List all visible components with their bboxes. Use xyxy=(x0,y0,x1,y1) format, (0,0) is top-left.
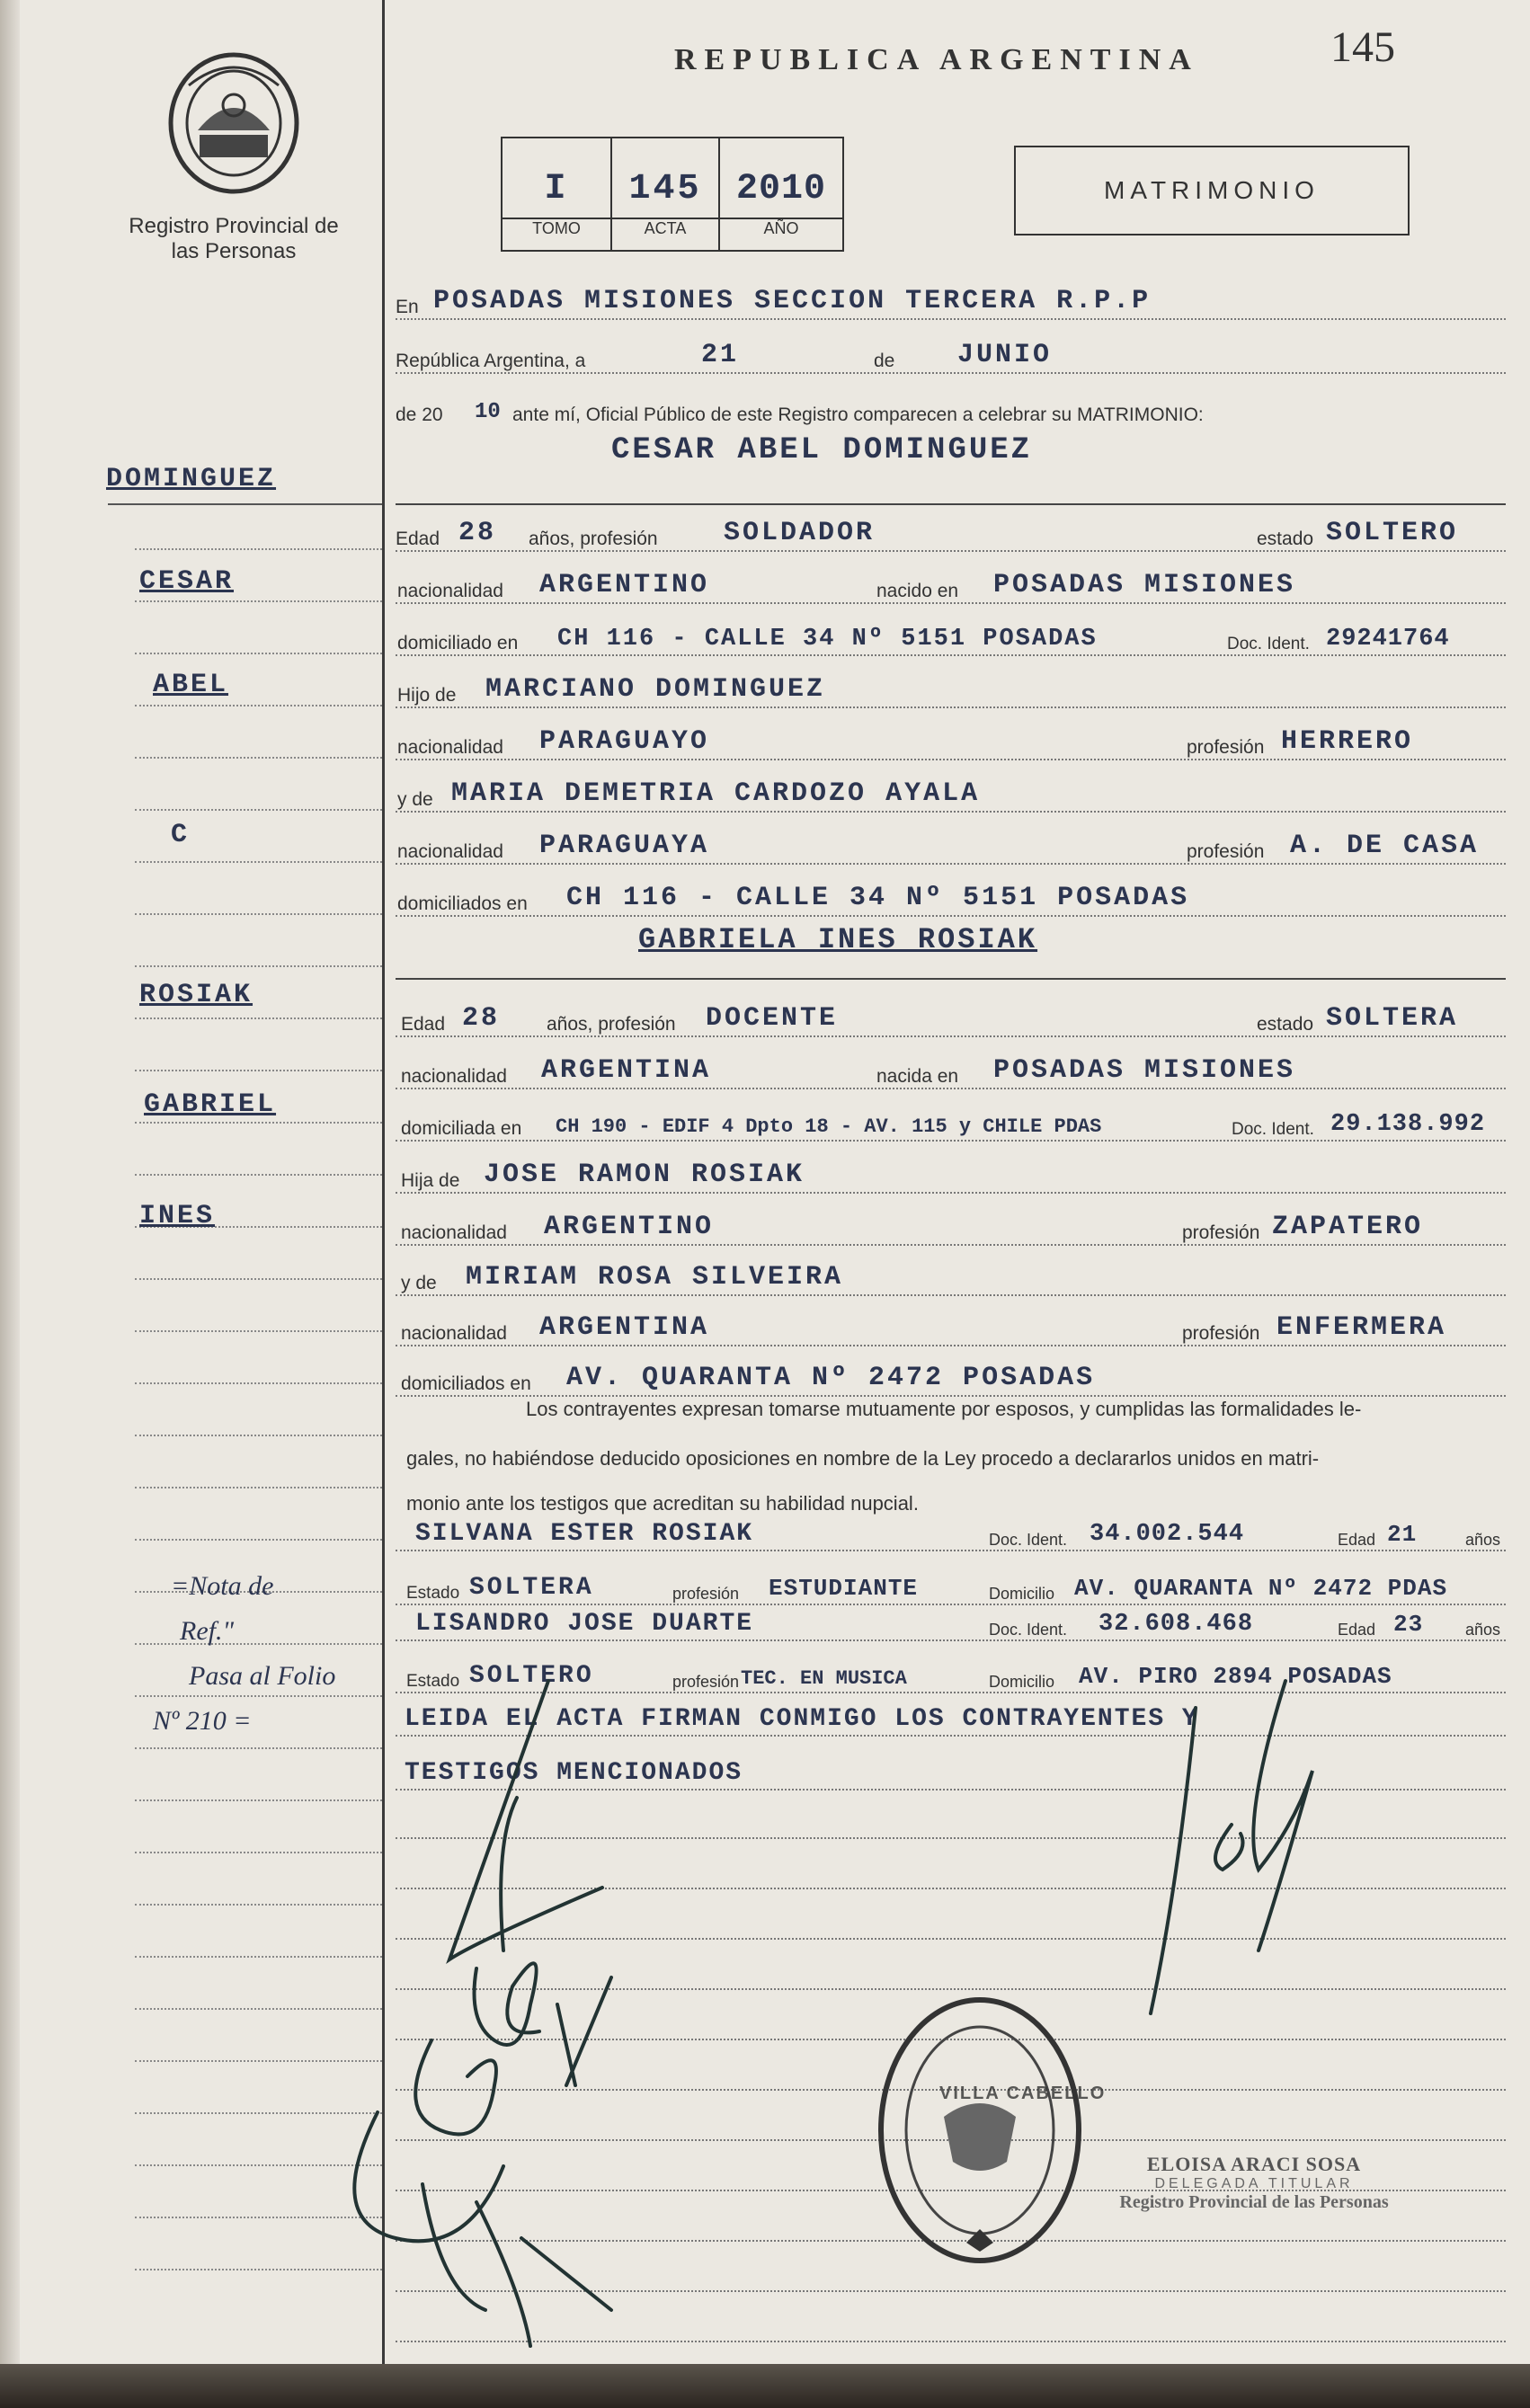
groom-nationality-line: nacionalidad ARGENTINO nacido en POSADAS MISIONES xyxy=(396,572,1506,604)
bride-age-line: Edad 28 años, profesión DOCENTE estado SOLTERA xyxy=(396,1005,1506,1037)
groom-birthplace: POSADAS MISIONES xyxy=(993,570,1296,600)
witness-2-age: 23 xyxy=(1393,1611,1424,1638)
groom-mother: MARIA DEMETRIA CARDOZO AYALA xyxy=(451,778,981,809)
witness-2-address: AV. PIRO 2894 POSADAS xyxy=(1079,1663,1392,1690)
groom-father-nat-line: nacionalidad PARAGUAYO profesión HERRERO xyxy=(396,728,1506,760)
book-binding xyxy=(0,0,20,2408)
witness-2-status: SOLTERO xyxy=(469,1662,594,1690)
witness-2-details-line: Estado SOLTERO profesión TEC. EN MUSICA Domicilio AV. PIRO 2894 POSADAS xyxy=(396,1661,1506,1693)
groom-mother-line: y de MARIA DEMETRIA CARDOZO AYALA xyxy=(396,780,1506,813)
province-seal-icon xyxy=(162,49,306,198)
margin-note: =Nota de Ref." Pasa al Folio Nº 210 = xyxy=(153,1571,336,1736)
groom-father-line: Hijo de MARCIANO DOMINGUEZ xyxy=(396,676,1506,708)
groom-age: 28 xyxy=(458,518,497,548)
groom-father-profession: HERRERO xyxy=(1281,726,1414,757)
closing-text-1: LEIDA EL ACTA FIRMAN CONMIGO LOS CONTRAYENTES Y xyxy=(405,1705,1199,1733)
bride-father-nat-line: nacionalidad ARGENTINO profesión ZAPATERO xyxy=(396,1213,1506,1246)
acta-value: 145 xyxy=(628,169,702,209)
bride-nationality-line: nacionalidad ARGENTINA nacida en POSADAS MISIONES xyxy=(396,1057,1506,1089)
date-line: República Argentina, a 21 de JUNIO xyxy=(396,342,1506,374)
margin-name-3: GABRIEL xyxy=(144,1089,277,1120)
place-value: POSADAS MISIONES SECCION TERCERA R.P.P xyxy=(433,286,1152,316)
witness-2-line: LISANDRO JOSE DUARTE Doc. Ident. 32.608.468 Edad 23 años xyxy=(396,1609,1506,1641)
bride-name: GABRIELA INES ROSIAK xyxy=(638,923,1038,956)
margin-name-2: ABEL xyxy=(153,670,229,700)
record-box xyxy=(501,137,844,252)
bride-address: CH 190 - EDIF 4 Dpto 18 - AV. 115 y CHILE PDAS xyxy=(556,1115,1102,1138)
month-value: JUNIO xyxy=(957,340,1053,370)
record-type: MATRIMONIO xyxy=(1014,146,1410,235)
bride-parents-address-line: domiciliados en AV. QUARANTA Nº 2472 POSADAS xyxy=(396,1364,1506,1397)
acta-label: ACTA xyxy=(644,219,687,237)
margin-initial: C xyxy=(171,820,191,850)
bride-mother-profession: ENFERMERA xyxy=(1276,1312,1447,1343)
witness-1-status: SOLTERA xyxy=(469,1574,594,1602)
margin-name-1: CESAR xyxy=(139,566,235,597)
groom-name: CESAR ABEL DOMINGUEZ xyxy=(611,433,1033,467)
margin-name-4: INES xyxy=(139,1201,216,1231)
margin-surname-bride: ROSIAK xyxy=(139,980,254,1010)
groom-status: SOLTERO xyxy=(1326,518,1459,548)
groom-name-line xyxy=(396,433,1506,471)
witness-1-line: SILVANA ESTER ROSIAK Doc. Ident. 34.002.544 Edad 21 años xyxy=(396,1519,1506,1551)
year-line: de 20 10 ante mí, Oficial Público de este Registro comparecen a celebrar su MATRIMONIO: xyxy=(396,400,1204,425)
bride-parents-address: AV. QUARANTA Nº 2472 POSADAS xyxy=(566,1363,1096,1393)
delegation-stamp-icon xyxy=(872,1991,1088,2270)
official-stamp xyxy=(1106,2153,1402,2213)
witness-1-name: SILVANA ESTER ROSIAK xyxy=(415,1520,754,1548)
legal-text-2: gales, no habiéndose deducido oposiciones en nombre de la Ley procedo a declararlos unidos en matri- xyxy=(406,1447,1320,1470)
margin-surname-groom: DOMINGUEZ xyxy=(106,464,277,494)
bride-father-nationality: ARGENTINO xyxy=(544,1212,715,1242)
groom-mother-nationality: PARAGUAYA xyxy=(539,831,710,861)
groom-address-line: domiciliado en CH 116 - CALLE 34 Nº 5151 POSADAS Doc. Ident. 29241764 xyxy=(396,624,1506,656)
groom-profession: SOLDADOR xyxy=(724,518,876,548)
bride-mother-nat-line: nacionalidad ARGENTINA profesión ENFERMERA xyxy=(396,1314,1506,1346)
groom-father: MARCIANO DOMINGUEZ xyxy=(485,674,826,705)
groom-address: CH 116 - CALLE 34 Nº 5151 POSADAS xyxy=(557,626,1098,653)
groom-father-nationality: PARAGUAYO xyxy=(539,726,710,757)
bride-father-profession: ZAPATERO xyxy=(1272,1212,1424,1242)
witness-1-profession: ESTUDIANTE xyxy=(769,1575,919,1602)
day-value: 21 xyxy=(701,340,740,370)
bride-status: SOLTERA xyxy=(1326,1003,1459,1034)
stamp-center-text: VILLA CABELLO xyxy=(939,2084,1107,2103)
country-title: REPUBLICA ARGENTINA xyxy=(674,43,1199,76)
bride-father: JOSE RAMON ROSIAK xyxy=(484,1160,805,1190)
bride-nationality: ARGENTINA xyxy=(541,1055,712,1086)
witness-1-age: 21 xyxy=(1387,1521,1418,1548)
bride-father-line: Hija de JOSE RAMON ROSIAK xyxy=(396,1161,1506,1194)
registry-name: Registro Provincial de las Personas xyxy=(129,214,339,263)
groom-parents-address: CH 116 - CALLE 34 Nº 5151 POSADAS xyxy=(566,883,1190,913)
official-office: Registro Provincial de las Personas xyxy=(1119,2192,1389,2212)
anio-label: AÑO xyxy=(763,219,799,237)
official-name: ELOISA ARACI SOSA xyxy=(1146,2153,1362,2175)
official-title: DELEGADA TITULAR xyxy=(1154,2176,1354,2191)
legal-text-3: monio ante los testigos que acreditan su habilidad nupcial. xyxy=(406,1492,919,1515)
place-line: En POSADAS MISIONES SECCION TERCERA R.P.P xyxy=(396,288,1506,320)
groom-nationality: ARGENTINO xyxy=(539,570,710,600)
anio-value: 2010 xyxy=(735,169,826,209)
bride-mother: MIRIAM ROSA SILVEIRA xyxy=(466,1262,844,1293)
bride-doc: 29.138.992 xyxy=(1330,1111,1486,1138)
bride-name-line xyxy=(396,923,1506,960)
bride-mother-line: y de MIRIAM ROSA SILVEIRA xyxy=(396,1264,1506,1296)
legal-text-1: Los contrayentes expresan tomarse mutuamente por esposos, y cumplidas las formalidades le- xyxy=(526,1398,1362,1420)
bride-birthplace: POSADAS MISIONES xyxy=(993,1055,1296,1086)
groom-parents-address-line: domiciliados en CH 116 - CALLE 34 Nº 5151 POSADAS xyxy=(396,884,1506,917)
groom-mother-profession: A. DE CASA xyxy=(1290,831,1480,861)
tomo-value: I xyxy=(544,169,569,209)
groom-mother-nat-line: nacionalidad PARAGUAYA profesión A. DE CASA xyxy=(396,832,1506,865)
bride-mother-nationality: ARGENTINA xyxy=(539,1312,710,1343)
tomo-label: TOMO xyxy=(532,219,581,237)
bride-age: 28 xyxy=(462,1003,501,1034)
groom-age-line: Edad 28 años, profesión SOLDADOR estado SOLTERO xyxy=(396,520,1506,552)
closing-text-2: TESTIGOS MENCIONADOS xyxy=(405,1759,743,1787)
background-surface xyxy=(0,2364,1530,2408)
witness-2-name: LISANDRO JOSE DUARTE xyxy=(415,1610,754,1638)
page-number: 145 xyxy=(1330,23,1395,71)
witness-1-details-line: Estado SOLTERA profesión ESTUDIANTE Domicilio AV. QUARANTA Nº 2472 PDAS xyxy=(396,1573,1506,1605)
groom-doc: 29241764 xyxy=(1326,626,1450,653)
witness-1-address: AV. QUARANTA Nº 2472 PDAS xyxy=(1074,1575,1448,1602)
bride-address-line: domiciliada en CH 190 - EDIF 4 Dpto 18 - AV. 115 y CHILE PDAS Doc. Ident. 29.138.992 xyxy=(396,1109,1506,1142)
witness-2-profession: TEC. EN MUSICA xyxy=(741,1667,907,1690)
witness-2-doc: 32.608.468 xyxy=(1099,1611,1254,1638)
witness-1-doc: 34.002.544 xyxy=(1090,1521,1245,1548)
bride-profession: DOCENTE xyxy=(706,1003,839,1034)
